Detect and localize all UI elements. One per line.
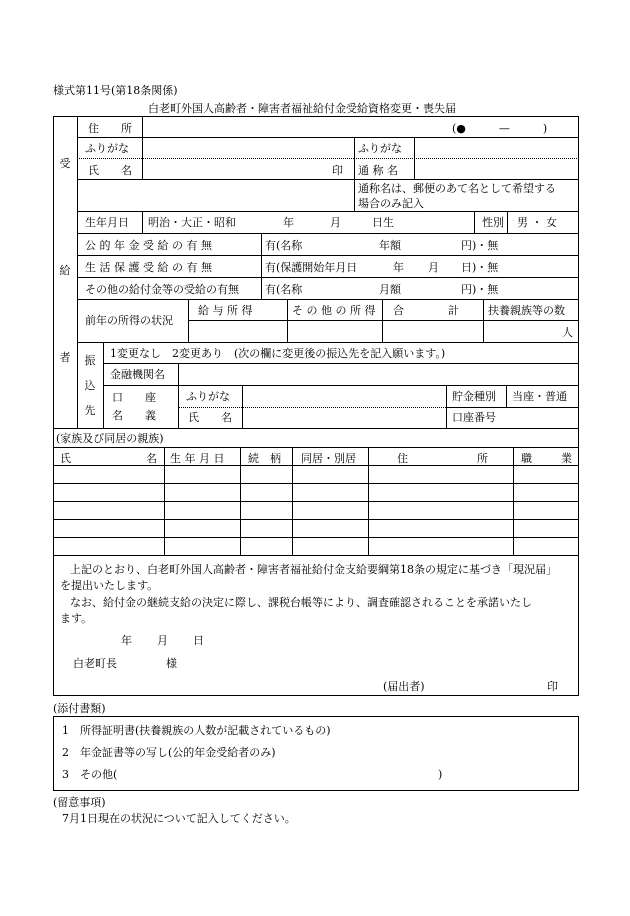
attachments-title: (添付書類) — [53, 702, 106, 715]
family-header-relation: 続 柄 — [248, 452, 281, 465]
pension-label: 公 的 年 金 受 給 の 有 無 — [85, 239, 212, 252]
date-year: 年 — [121, 634, 132, 647]
attachment-item-3-close: ) — [438, 768, 443, 781]
income-header-salary: 給 与 所 得 — [198, 304, 253, 317]
recipient-label-1: 受 — [59, 157, 71, 170]
transfer-label-3: 先 — [84, 404, 96, 417]
recipient-label-2: 給 — [59, 264, 71, 277]
holder-label-1: 口 座 — [112, 391, 156, 404]
addressee: 白老町長 — [73, 657, 117, 670]
welfare-month: 月 — [428, 261, 439, 274]
gender-options: 男 ・ 女 — [517, 216, 557, 229]
alias-label: 通 称 名 — [358, 164, 398, 177]
name-seal: 印 — [332, 164, 343, 177]
account-number-label: 口座番号 — [452, 411, 496, 424]
income-persons-unit: 人 — [562, 326, 573, 339]
deposit-type-options: 当座・普通 — [512, 390, 567, 403]
furigana-label: ふりがな — [85, 142, 129, 155]
declaration-line2: を提出いたします。 — [60, 579, 159, 592]
date-month: 月 — [157, 634, 168, 647]
family-header-name-2: 名 — [146, 452, 157, 465]
transfer-label-1: 振 — [84, 354, 96, 367]
family-header-occupation-1: 職 — [521, 452, 532, 465]
deposit-type-label: 貯金種別 — [452, 390, 496, 403]
birth-year: 年 — [283, 216, 294, 229]
other-benefit-yes: 有(名称 — [265, 283, 303, 296]
family-header-birth: 生 年 月 日 — [170, 452, 225, 465]
family-header-address-2: 所 — [477, 452, 488, 465]
pension-yes: 有(名称 — [265, 239, 303, 252]
declaration-line4: ます。 — [60, 612, 93, 625]
income-header-other: そ の 他 の 所 得 — [292, 304, 376, 317]
birth-day: 日生 — [372, 216, 394, 229]
family-header-name-1: 氏 — [60, 452, 71, 465]
alias-furigana-label: ふりがな — [358, 142, 402, 155]
other-benefit-yen-none: 円)・無 — [461, 283, 499, 296]
other-benefit-monthly: 月額 — [379, 283, 401, 296]
form-number: 様式第11号(第18条関係) — [53, 84, 178, 97]
date-day: 日 — [193, 634, 204, 647]
holder-name-label: 氏 名 — [188, 411, 232, 424]
birth-month: 月 — [330, 216, 341, 229]
birth-label: 生年月日 — [85, 216, 129, 229]
alias-note-line1: 通称名は、郵便のあて名として希望する — [358, 182, 556, 195]
address-phone: (● — ) — [452, 122, 548, 135]
income-header-dependents: 扶養親族等の数 — [488, 304, 565, 317]
address-label: 住 所 — [88, 122, 132, 135]
gender-label: 性別 — [482, 216, 504, 229]
other-benefit-label: その他の給付金等の受給の有無 — [85, 283, 239, 296]
attachment-item-1: 1 所得証明書(扶養親族の人数が記載されているもの) — [62, 724, 331, 737]
welfare-year: 年 — [393, 261, 404, 274]
attachment-item-3: 3 その他( — [62, 768, 118, 781]
family-header-occupation-2: 業 — [561, 452, 572, 465]
family-header-address-1: 住 — [397, 452, 408, 465]
pension-yen-none: 円)・無 — [461, 239, 499, 252]
holder-label-2: 名 義 — [112, 409, 156, 422]
welfare-yes: 有(保護開始年月日 — [265, 261, 358, 274]
name-label: 氏 名 — [88, 164, 132, 177]
addressee-honorific: 様 — [166, 657, 177, 670]
income-header-total: 合 計 — [393, 304, 459, 317]
declaration-line3: なお、給付金の継続支給の決定に際し、課税台帳等により、調査確認されることを承諾いたし — [70, 596, 532, 609]
transfer-change-note: 1変更なし 2変更あり (次の欄に変更後の振込先を記入願います。) — [110, 347, 446, 360]
main-form — [53, 116, 579, 696]
submitter-seal: 印 — [547, 680, 558, 693]
welfare-label: 生 活 保 護 受 給 の 有 無 — [85, 261, 212, 274]
transfer-label-2: 込 — [84, 379, 96, 392]
pension-amount: 年額 — [379, 239, 401, 252]
bank-name-label: 金融機関名 — [110, 368, 165, 381]
birth-eras: 明治・大正・昭和 — [148, 216, 236, 229]
notes-title: (留意事項) — [53, 796, 106, 809]
submitter-label: (届出者) — [383, 680, 425, 693]
family-header-residence: 同居・別居 — [301, 452, 356, 465]
recipient-label-3: 者 — [59, 351, 71, 364]
income-label: 前年の所得の状況 — [85, 314, 173, 327]
declaration-line1: 上記のとおり、白老町外国人高齢者・障害者福祉給付金支給要綱第18条の規定に基づき「現況届」 — [70, 563, 557, 576]
alias-note-line2: 場合のみ記入 — [358, 197, 424, 210]
welfare-day-none: 日)・無 — [461, 261, 499, 274]
form-title: 白老町外国人高齢者・障害者福祉給付金受給資格変更・喪失届 — [148, 102, 456, 115]
attachment-item-2: 2 年金証書等の写し(公的年金受給者のみ) — [62, 746, 276, 759]
notes-text: 7月1日現在の状況について記入してください。 — [62, 812, 296, 825]
holder-furigana-label: ふりがな — [186, 390, 230, 403]
family-section-title: (家族及び同居の親族) — [56, 432, 164, 445]
